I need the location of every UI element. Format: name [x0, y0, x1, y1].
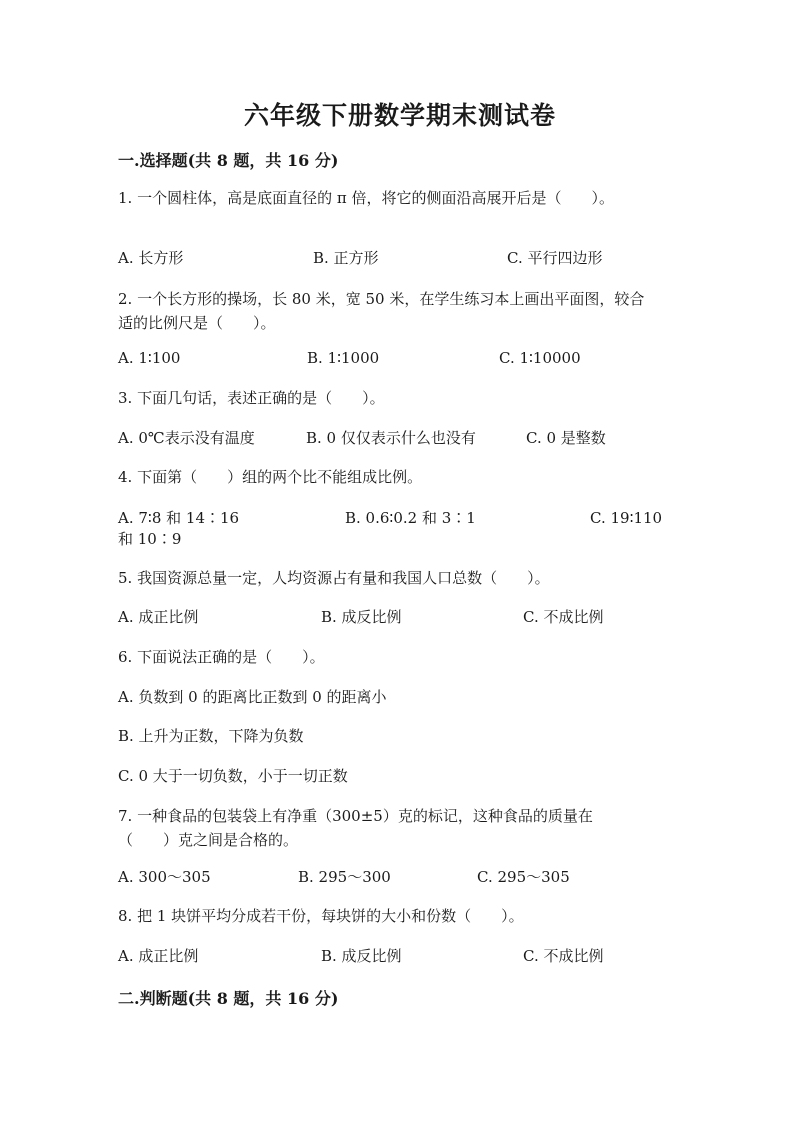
q5-option-a: A. 成正比例 — [118, 608, 199, 626]
question-7-line-1: 7. 一种食品的包装袋上有净重（300±5）克的标记，这种食品的质量在 — [118, 807, 593, 825]
question-1: 1. 一个圆柱体，高是底面直径的 π 倍，将它的侧面沿高展开后是（ ）。 — [118, 189, 614, 207]
question-3: 3. 下面几句话，表述正确的是（ ）。 — [118, 389, 385, 407]
q7-option-b: B. 295～300 — [298, 868, 391, 886]
question-7-line-2: （ ）克之间是合格的。 — [118, 831, 299, 849]
q6-option-a: A. 负数到 0 的距离比正数到 0 的距离小 — [118, 688, 387, 706]
question-7 — [118, 804, 678, 852]
q2-option-a: A. 1∶100 — [118, 349, 181, 367]
q3-option-a: A. 0℃表示没有温度 — [118, 429, 255, 447]
question-2-line-1: 2. 一个长方形的操场，长 80 米，宽 50 米，在学生练习本上画出平面图，较合 — [118, 290, 645, 308]
q6-option-b: B. 上升为正数，下降为负数 — [118, 727, 304, 745]
q4-option-a: A. 7∶8 和 14∶16 — [118, 509, 240, 527]
q2-option-b: B. 1∶1000 — [307, 349, 380, 367]
q4-option-b: B. 0.6∶0.2 和 3∶1 — [345, 509, 476, 527]
q4-option-c: C. 19∶110 — [590, 509, 663, 527]
section-heading-choice: 一.选择题(共 8 题，共 16 分) — [118, 151, 339, 170]
page-title: 六年级下册数学期末测试卷 — [243, 101, 556, 130]
q1-option-b: B. 正方形 — [313, 249, 379, 267]
q4-option-c-continued: 和 10∶9 — [118, 530, 182, 548]
question-2 — [118, 287, 678, 335]
question-6: 6. 下面说法正确的是（ ）。 — [118, 648, 325, 666]
q2-option-c: C. 1∶10000 — [499, 349, 581, 367]
q8-option-c: C. 不成比例 — [523, 947, 604, 965]
q3-option-b: B. 0 仅仅表示什么也没有 — [306, 429, 476, 447]
question-2-line-2: 适的比例尺是（ ）。 — [118, 314, 276, 332]
question-5: 5. 我国资源总量一定，人均资源占有量和我国人口总数（ ）。 — [118, 569, 550, 587]
q3-option-c: C. 0 是整数 — [526, 429, 606, 447]
q5-option-b: B. 成反比例 — [321, 608, 402, 626]
q7-option-c: C. 295～305 — [477, 868, 570, 886]
section-heading-judgement: 二.判断题(共 8 题，共 16 分) — [118, 989, 339, 1008]
q6-option-c: C. 0 大于一切负数，小于一切正数 — [118, 767, 348, 785]
q7-option-a: A. 300～305 — [118, 868, 211, 886]
q5-option-c: C. 不成比例 — [523, 608, 604, 626]
question-4: 4. 下面第（ ）组的两个比不能组成比例。 — [118, 468, 423, 486]
q8-option-a: A. 成正比例 — [118, 947, 199, 965]
question-8: 8. 把 1 块饼平均分成若干份，每块饼的大小和份数（ ）。 — [118, 907, 524, 925]
q8-option-b: B. 成反比例 — [321, 947, 402, 965]
q1-option-c: C. 平行四边形 — [507, 249, 603, 267]
q1-option-a: A. 长方形 — [118, 249, 184, 267]
